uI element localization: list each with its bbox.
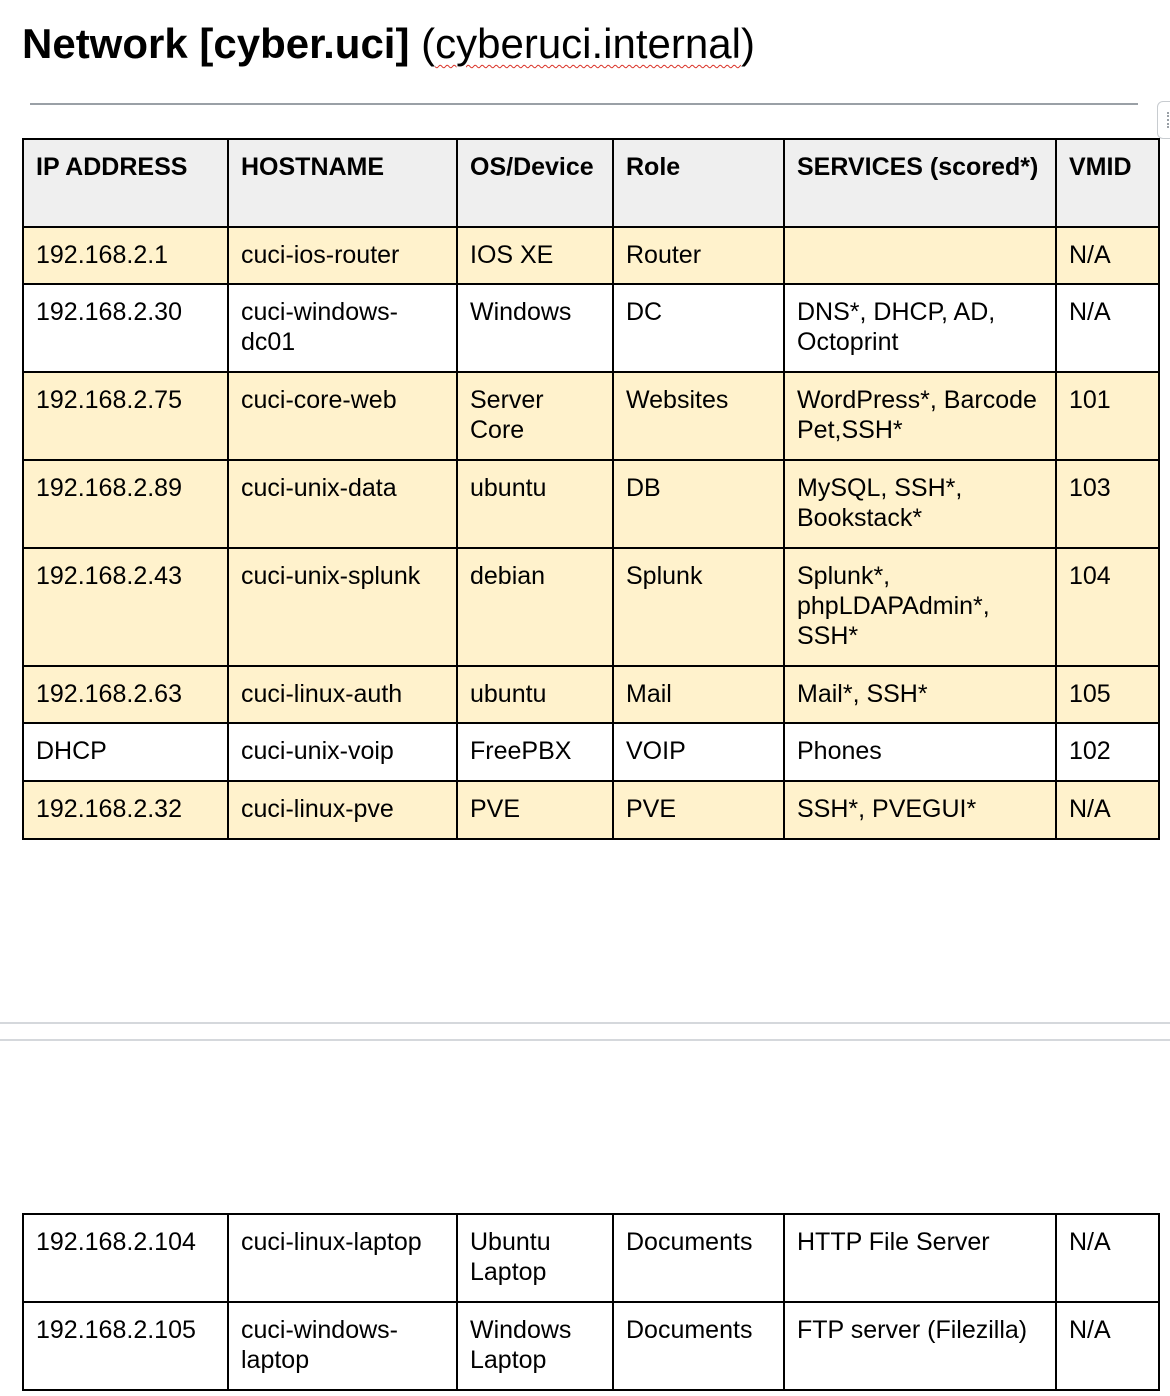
page-title [22,18,755,70]
ip-cell: 192.168.2.43 [23,548,228,666]
os-cell: Server Core [457,372,613,460]
os-cell: ubuntu [457,666,613,723]
os-cell: ubuntu [457,460,613,548]
network-table [22,138,1160,840]
table-row [23,723,1159,781]
side-panel-handle[interactable] [1157,101,1170,139]
ip-cell: 192.168.2.63 [23,666,228,723]
table-row [23,666,1159,723]
ip-cell: 192.168.2.75 [23,372,228,460]
hostname-cell: cuci-windows-laptop [228,1302,457,1390]
services-cell [784,227,1056,284]
vmid-cell: 101 [1056,372,1159,460]
hostname-cell: cuci-windows-dc01 [228,284,457,372]
table-row [23,1302,1159,1390]
services-cell: HTTP File Server [784,1214,1056,1302]
os-cell: PVE [457,781,613,839]
ip-cell: 192.168.2.32 [23,781,228,839]
page-break-line [0,1039,1170,1041]
services-cell: DNS*, DHCP, AD, Octoprint [784,284,1056,372]
os-cell: FreePBX [457,723,613,781]
table-header-row [23,139,1159,227]
role-cell: Mail [613,666,784,723]
ip-cell: 192.168.2.104 [23,1214,228,1302]
hostname-cell: cuci-ios-router [228,227,457,284]
os-cell: Windows Laptop [457,1302,613,1390]
role-cell: Splunk [613,548,784,666]
role-cell: Documents [613,1302,784,1390]
role-cell: DC [613,284,784,372]
services-cell: MySQL, SSH*, Bookstack* [784,460,1056,548]
ip-cell: 192.168.2.105 [23,1302,228,1390]
ip-cell: 192.168.2.30 [23,284,228,372]
vmid-cell: N/A [1056,1302,1159,1390]
page-break-line [0,1022,1170,1024]
role-cell: DB [613,460,784,548]
services-cell: SSH*, PVEGUI* [784,781,1056,839]
hostname-cell: cuci-linux-pve [228,781,457,839]
role-cell: Router [613,227,784,284]
ip-cell: DHCP [23,723,228,781]
horizontal-rule [30,103,1138,105]
vmid-cell: N/A [1056,284,1159,372]
table-row [23,460,1159,548]
vmid-cell: N/A [1056,227,1159,284]
header-os-device: OS/Device [457,139,613,227]
title-paren-open: ( [409,20,436,67]
table-row [23,227,1159,284]
table-row [23,1214,1159,1302]
hostname-cell: cuci-linux-laptop [228,1214,457,1302]
os-cell: Ubuntu Laptop [457,1214,613,1302]
role-cell: Websites [613,372,784,460]
header-services: SERVICES (scored*) [784,139,1056,227]
title-domain: cyberuci.internal [435,20,741,67]
vmid-cell: 102 [1056,723,1159,781]
os-cell: Windows [457,284,613,372]
hostname-cell: cuci-core-web [228,372,457,460]
table-row [23,372,1159,460]
header-hostname: HOSTNAME [228,139,457,227]
services-cell: WordPress*, Barcode Pet,SSH* [784,372,1056,460]
table-row [23,548,1159,666]
hostname-cell: cuci-unix-splunk [228,548,457,666]
hostname-cell: cuci-unix-data [228,460,457,548]
hostname-cell: cuci-unix-voip [228,723,457,781]
services-cell: Mail*, SSH* [784,666,1056,723]
role-cell: VOIP [613,723,784,781]
services-cell: Phones [784,723,1056,781]
laptop-table [22,1213,1160,1391]
role-cell: PVE [613,781,784,839]
table-row [23,284,1159,372]
table-row [23,781,1159,839]
vmid-cell: N/A [1056,781,1159,839]
header-role: Role [613,139,784,227]
header-vmid: VMID [1056,139,1159,227]
hostname-cell: cuci-linux-auth [228,666,457,723]
vmid-cell: 103 [1056,460,1159,548]
vmid-cell: N/A [1056,1214,1159,1302]
vmid-cell: 105 [1056,666,1159,723]
os-cell: IOS XE [457,227,613,284]
os-cell: debian [457,548,613,666]
ip-cell: 192.168.2.1 [23,227,228,284]
header-ip-address: IP ADDRESS [23,139,228,227]
title-paren-close: ) [740,20,755,67]
title-network: Network [cyber.uci] [22,20,410,67]
vmid-cell: 104 [1056,548,1159,666]
services-cell: FTP server (Filezilla) [784,1302,1056,1390]
ip-cell: 192.168.2.89 [23,460,228,548]
services-cell: Splunk*, phpLDAPAdmin*, SSH* [784,548,1056,666]
role-cell: Documents [613,1214,784,1302]
